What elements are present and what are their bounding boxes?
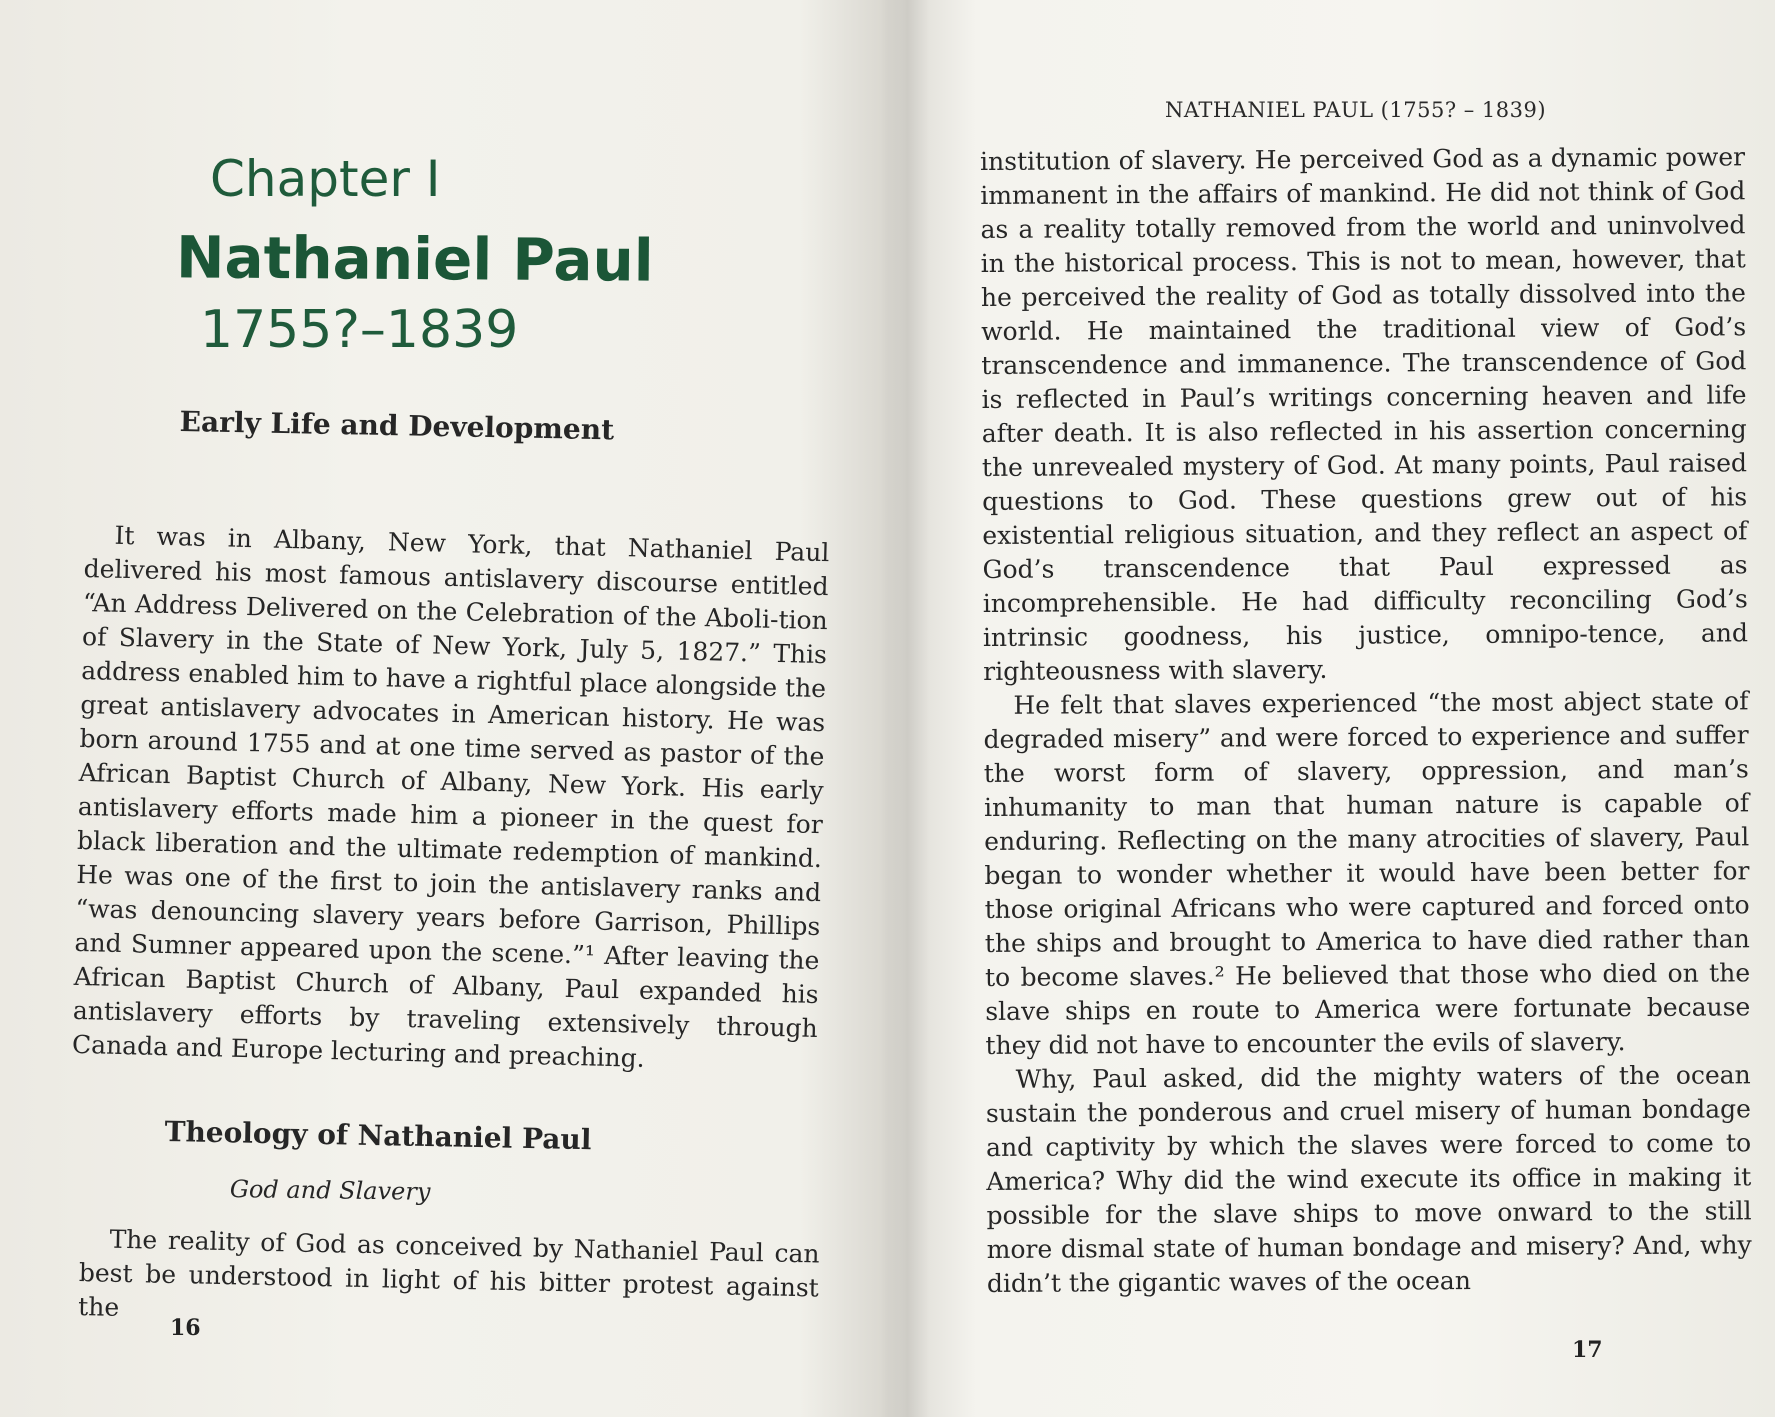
paragraph-continued: institution of slavery. He perceived God as a dynamic power immanent in the affairs of mankind. He did not think of God as a reality totally removed from the world and uninvolved in the historical process. This is not to mean, however, that he perceived the reality of God as totally dissolved into the world. He maintained the traditional view of God’s transcendence and immanence. The transcendence of God is reflected in Paul’s writings concerning heaven and life after death. It is also reflected in his assertion concerning the unrevealed mystery of God. At many points, Paul raised questions to God. These questions grew out of his existential religious situation, and they reflect an aspect of God’s transcendence that Paul expressed as incomprehensible. He had difficulty reconciling God’s intrinsic goodness, his justice, omnipo-tence, and righteousness with slavery. <box>980 142 1749 686</box>
chapter-title: Nathaniel Paul <box>175 223 654 295</box>
paragraph-text: The reality of God as conceived by Nathaniel Paul can best be understood in light of his bitter protest against the <box>77 1224 820 1322</box>
section-heading-theology: Theology of Nathaniel Paul <box>164 1115 592 1157</box>
right-page-body <box>980 140 1752 1301</box>
right-page <box>930 0 1775 1417</box>
page-number-left: 16 <box>170 1315 201 1341</box>
section-heading-early-life: Early Life and Development <box>179 405 615 447</box>
paragraph-why-paul-asked: Why, Paul asked, did the mighty waters of the ocean sustain the ponderous and cruel misery of human bondage and captivity by which the slaves were forced to come to America? Why did the wind execute its office in making it possible for the slave ships to move onward to the still more dismal state of human bondage and misery? And, why didn’t the gigantic waves of the ocean <box>985 1060 1752 1298</box>
running-head: NATHANIEL PAUL (1755? – 1839) <box>1165 98 1547 122</box>
chapter-label: Chapter I <box>210 150 441 208</box>
paragraph-abject-misery: He felt that slaves experienced “the most abject state of degraded misery” and were forced to experience and suffer the worst form of slavery, oppression, and man’s inhumanity to man that human nature is capable of enduring. Reflecting on the many atrocities of slavery, Paul began to wonder whether it would have been better for those original Africans who were captured and forced onto the ships and brought to America to have died rather than to become slaves.² He believed that those who died on the slave ships en route to America were fortunate because they did not have to encounter the evils of slavery. <box>983 686 1751 1060</box>
section-paragraph-early-life <box>72 518 830 1080</box>
subheading-god-and-slavery: God and Slavery <box>229 1175 431 1206</box>
paragraph-text: It was in Albany, New York, that Nathaniel Paul delivered his most famous antislavery discourse entitled “An Address Delivered on the Celebration of the Aboli-tion of Slavery in the State of New York, July 5, 1827.” This address enabled him to have a rightful place alongside the great antislavery advocates in American history. He was born around 1755 and at one time served as pastor of the African Baptist Church of Albany, New York. His early antislavery efforts made him a pioneer in the quest for black liberation and the ultimate redemption of mankind. He was one of the first to join the antislavery ranks and “was denouncing slavery years before Garrison, Phillips and Sumner appeared upon the scene.”¹ After leaving the African Baptist Church of Albany, Paul expanded his antislavery efforts by traveling extensively through Canada and Europe lecturing and preaching. <box>71 520 830 1073</box>
chapter-years: 1755?–1839 <box>200 300 519 360</box>
book-gutter <box>880 0 930 1417</box>
page-number-right: 17 <box>1572 1337 1603 1363</box>
left-page <box>0 0 880 1417</box>
